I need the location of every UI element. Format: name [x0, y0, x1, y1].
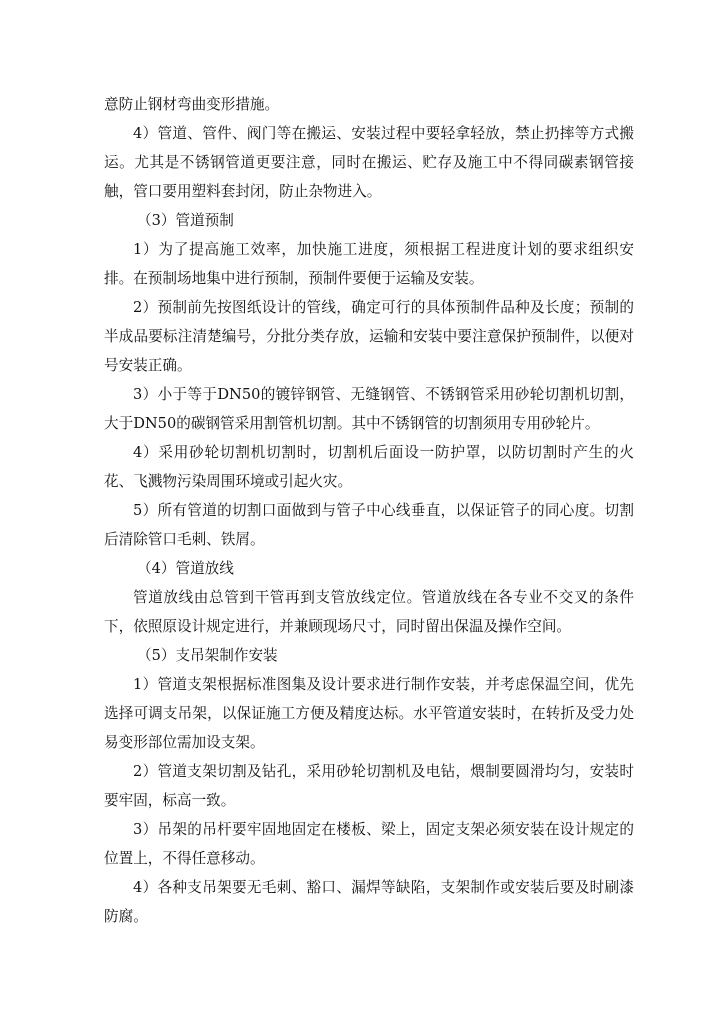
- section-heading-layout: （4）管道放线: [137, 560, 234, 577]
- paragraph-supports-4: 4）各种支吊架要无毛刺、豁口、漏焊等缺陷，支架制作或安装后要及时刷漆防腐。: [104, 879, 634, 925]
- paragraph-prefab-4: 4）采用砂轮切割机切割时，切割机后面设一防护罩，以防切割时产生的火花、飞溅物污染周围环境或引起火灾。: [104, 444, 634, 490]
- paragraph-prefab-5: 5）所有管道的切割口面做到与管子中心线垂直，以保证管子的同心度。切割后清除管口毛刺、铁屑。: [104, 502, 634, 548]
- paragraph-prefab-1: 1）为了提高施工效率，加快施工进度，须根据工程进度计划的要求组织安排。在预制场地集中进行预制，预制件要便于运输及安装。: [104, 241, 634, 287]
- paragraph-item-4-handling: 4）管道、管件、阀门等在搬运、安装过程中要轻拿轻放，禁止扔摔等方式搬运。尤其是不锈钢管道更要注意，同时在搬运、贮存及施工中不得同碳素钢管接触，管口要用塑料套封闭，防止杂物进入。: [104, 125, 634, 200]
- paragraph-supports-1: 1）管道支架根据标准图集及设计要求进行制作安装，并考虑保温空间，优先选择可调支吊架，以保证施工方便及精度达标。水平管道安装时，在转折及受力处易变形部位需加设支架。: [104, 676, 634, 751]
- section-heading-prefabrication: （3）管道预制: [137, 212, 234, 229]
- body-text: [104, 90, 634, 931]
- paragraph-continuation: 意防止钢材弯曲变形措施。: [104, 96, 280, 113]
- paragraph-supports-2: 2）管道支架切割及钻孔，采用砂轮切割机及电钻，煨制要圆滑均匀，安装时要牢固，标高一致。: [104, 763, 634, 809]
- section-heading-supports: （5）支吊架制作安装: [137, 647, 278, 664]
- paragraph-prefab-3: 3）小于等于DN50的镀锌钢管、无缝钢管、不锈钢管采用砂轮切割机切割，大于DN50的碳钢管采用割管机切割。其中不锈钢管的切割须用专用砂轮片。: [104, 386, 634, 432]
- paragraph-supports-3: 3）吊架的吊杆要牢固地固定在楼板、梁上，固定支架必须安装在设计规定的位置上，不得任意移动。: [104, 821, 634, 867]
- paragraph-layout: 管道放线由总管到干管再到支管放线定位。管道放线在各专业不交叉的条件下，依照原设计规定进行，并兼顾现场尺寸，同时留出保温及操作空间。: [104, 589, 634, 635]
- paragraph-prefab-2: 2）预制前先按图纸设计的管线，确定可行的具体预制件品种及长度；预制的半成品要标注清楚编号，分批分类存放，运输和安装中要注意保护预制件，以便对号安装正确。: [104, 299, 634, 374]
